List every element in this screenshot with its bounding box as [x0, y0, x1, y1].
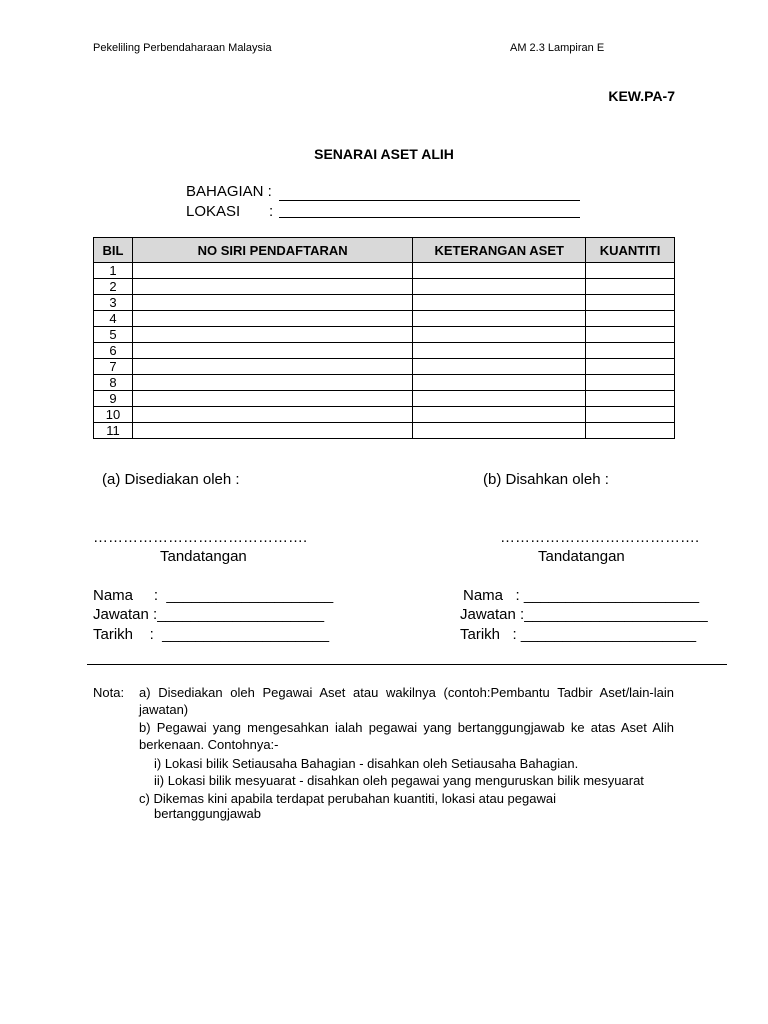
cell-kuantiti[interactable] — [586, 359, 675, 375]
note-b-ii: ii) Lokasi bilik mesyuarat - disahkan oleh pegawai yang menguruskan bilik mesyuarat — [154, 773, 644, 788]
lokasi-label: LOKASI — [186, 203, 241, 220]
row-number: 11 — [94, 423, 133, 439]
table-row — [94, 343, 675, 359]
row-number: 4 — [94, 311, 133, 327]
table-row — [94, 375, 675, 391]
cell-keterangan[interactable] — [413, 279, 586, 295]
cell-kuantiti[interactable] — [586, 375, 675, 391]
table-row — [94, 263, 675, 279]
page-title: SENARAI ASET ALIH — [314, 146, 454, 162]
approved-signature-caption: Tandatangan — [538, 548, 625, 565]
form-code: KEW.PA-7 — [608, 88, 675, 104]
cell-keterangan[interactable] — [413, 423, 586, 439]
row-number: 3 — [94, 295, 133, 311]
table-row — [94, 391, 675, 407]
cell-kuantiti[interactable] — [586, 279, 675, 295]
row-number: 10 — [94, 407, 133, 423]
cell-keterangan[interactable] — [413, 359, 586, 375]
header-left-text: Pekeliling Perbendaharaan Malaysia — [93, 42, 272, 54]
bahagian-input-line[interactable] — [279, 200, 580, 201]
cell-no-siri[interactable] — [132, 295, 412, 311]
cell-keterangan[interactable] — [413, 343, 586, 359]
cell-no-siri[interactable] — [132, 279, 412, 295]
bahagian-label: BAHAGIAN : — [186, 183, 272, 200]
section-divider — [87, 664, 727, 665]
table-row — [94, 359, 675, 375]
cell-kuantiti[interactable] — [586, 407, 675, 423]
row-number: 1 — [94, 263, 133, 279]
prepared-nama-field[interactable]: Nama : ____________________ — [93, 587, 334, 604]
cell-kuantiti[interactable] — [586, 327, 675, 343]
notes-label: Nota: — [93, 685, 125, 700]
cell-keterangan[interactable] — [413, 407, 586, 423]
cell-no-siri[interactable] — [132, 311, 412, 327]
header-right-text: AM 2.3 Lampiran E — [510, 42, 605, 54]
cell-keterangan[interactable] — [413, 327, 586, 343]
cell-no-siri[interactable] — [132, 407, 412, 423]
prepared-tarikh-field[interactable]: Tarikh : ____________________ — [93, 626, 330, 643]
approved-by-label: (b) Disahkan oleh : — [483, 471, 609, 488]
table-row — [94, 311, 675, 327]
approved-jawatan-field[interactable]: Jawatan :______________________ — [460, 606, 708, 623]
note-b: b) Pegawai yang mengesahkan ialah pegawai yang bertanggungjawab ke atas Aset Alih berkenaan. Contohnya:- — [139, 720, 674, 752]
cell-kuantiti[interactable] — [586, 391, 675, 407]
col-header-bil: BIL — [94, 238, 133, 263]
cell-keterangan[interactable] — [413, 391, 586, 407]
cell-kuantiti[interactable] — [586, 423, 675, 439]
prepared-signature-line[interactable]: ……………………………………. — [93, 529, 308, 546]
col-header-no-siri: NO SIRI PENDAFTARAN — [132, 238, 412, 263]
row-number: 6 — [94, 343, 133, 359]
note-b-i: i) Lokasi bilik Setiausaha Bahagian - disahkan oleh Setiausaha Bahagian. — [154, 756, 579, 771]
table-row — [94, 327, 675, 343]
cell-kuantiti[interactable] — [586, 295, 675, 311]
note-c-line2: bertanggungjawab — [154, 806, 261, 821]
approved-signature-line[interactable]: …………………………………. — [500, 529, 700, 546]
cell-keterangan[interactable] — [413, 263, 586, 279]
cell-kuantiti[interactable] — [586, 343, 675, 359]
cell-keterangan[interactable] — [413, 295, 586, 311]
cell-no-siri[interactable] — [132, 375, 412, 391]
lokasi-input-line[interactable] — [279, 217, 580, 218]
cell-kuantiti[interactable] — [586, 311, 675, 327]
cell-no-siri[interactable] — [132, 359, 412, 375]
row-number: 8 — [94, 375, 133, 391]
row-number: 5 — [94, 327, 133, 343]
table-row — [94, 423, 675, 439]
col-header-keterangan: KETERANGAN ASET — [413, 238, 586, 263]
approved-nama-field[interactable]: Nama : _____________________ — [463, 587, 700, 604]
cell-keterangan[interactable] — [413, 375, 586, 391]
cell-no-siri[interactable] — [132, 343, 412, 359]
prepared-jawatan-field[interactable]: Jawatan :____________________ — [93, 606, 325, 623]
prepared-signature-caption: Tandatangan — [160, 548, 247, 565]
col-header-kuantiti: KUANTITI — [586, 238, 675, 263]
cell-no-siri[interactable] — [132, 263, 412, 279]
prepared-by-label: (a) Disediakan oleh : — [102, 471, 240, 488]
row-number: 7 — [94, 359, 133, 375]
row-number: 2 — [94, 279, 133, 295]
lokasi-colon: : — [269, 203, 274, 220]
cell-no-siri[interactable] — [132, 391, 412, 407]
table-row — [94, 407, 675, 423]
cell-kuantiti[interactable] — [586, 263, 675, 279]
approved-tarikh-field[interactable]: Tarikh : _____________________ — [460, 626, 697, 643]
cell-no-siri[interactable] — [132, 327, 412, 343]
cell-keterangan[interactable] — [413, 311, 586, 327]
table-header-row — [94, 238, 675, 263]
note-a: a) Disediakan oleh Pegawai Aset atau wakilnya (contoh:Pembantu Tadbir Aset/lain-lain jawatan) — [139, 685, 674, 717]
table-row — [94, 295, 675, 311]
row-number: 9 — [94, 391, 133, 407]
cell-no-siri[interactable] — [132, 423, 412, 439]
table-row — [94, 279, 675, 295]
note-c-line1: c) Dikemas kini apabila terdapat perubahan kuantiti, lokasi atau pegawai — [139, 791, 556, 806]
asset-table — [93, 237, 675, 439]
